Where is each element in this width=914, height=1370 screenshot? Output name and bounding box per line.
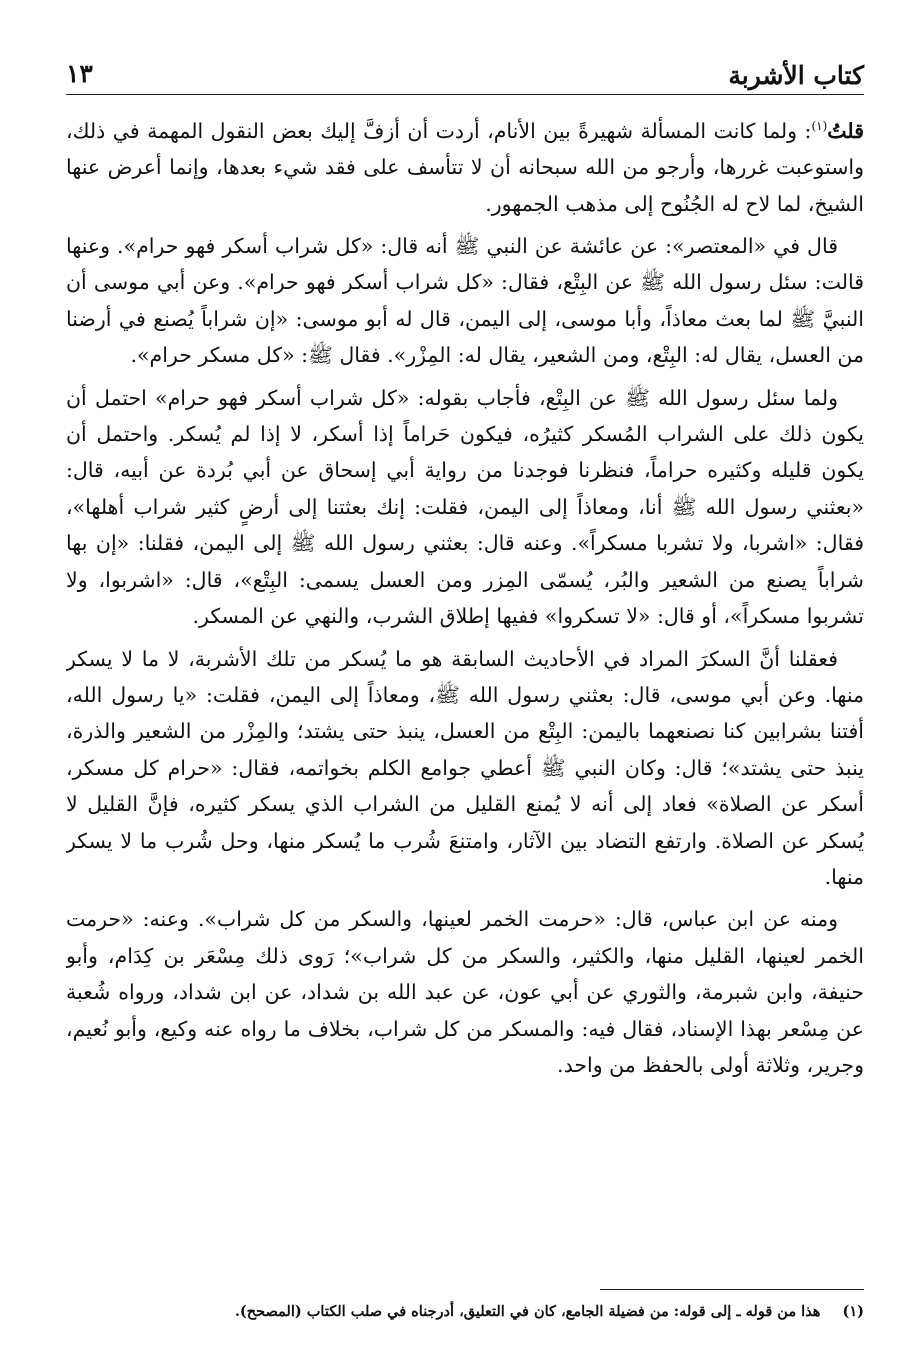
footnote-separator — [600, 1289, 864, 1290]
paragraph-5: ومنه عن ابن عباس، قال: «حرمت الخمر لعينها، والسكر من كل شراب». وعنه: «حرمت الخمر لعينها، القليل منها، والكثير، والسكر من كل شراب»؛ رَوى ذلك مِسْعَر بن كِدَام، وأبو حنيفة، وابن شبرمة، والثوري عن أبي عون، عن عبد الله بن شداد، عن ابن شداد، ورواه شُعبة عن مِسْعر بهذا الإسناد، فقال فيه: والمسكر من كل شراب، بخلاف ما رواه عنه وكيع، وأبو نُعيم، وجرير، وثلاثة أولى بالحفظ من واحد. — [66, 907, 864, 1077]
footnote-text: هذا من قوله ـ إلى قوله: من فضيلة الجامع، كان في التعليق، أدرجناه في صلب الكتاب (المصحح). — [234, 1303, 821, 1320]
main-text — [66, 108, 864, 1258]
footnote — [66, 1300, 864, 1324]
book-chapter-title: كتاب الأشربة — [728, 61, 864, 90]
paragraph-2: قال في «المعتصر»: عن عائشة عن النبي ﷺ أنه قال: «كل شراب أسكر فهو حرام». وعنها قالت: سئل رسول الله ﷺ عن البِتْع، فقال: «كل شراب أسكر فهو حرام». وعن أبي موسى أن النبيَّ ﷺ لما بعث معاذاً، وأبا موسى، إلى اليمن، قال له أبو موسى: «إن شراباً يُصنع في أرضنا من العسل، يقال له: البِتْع، ومن الشعير، يقال له: المِزْر». فقال ﷺ: «كل مسكر حرام». — [66, 234, 864, 368]
paragraph-1-text: : ولما كانت المسألة شهيرةً بين الأنام، أردت أن أزفَّ إليك بعض النقول المهمة في ذلك، واستوعبت غررها، وأرجو من الله سبحانه أن لا تتأسف على فقد شيء بعدها، وإنما أعرض عنها الشيخ، لما لاح له الجُنُوح إلى مذهب الجمهور. — [66, 118, 864, 216]
paragraph-1 — [66, 108, 864, 222]
footnote-number: (١) — [842, 1303, 864, 1320]
paragraph-3: ولما سئل رسول الله ﷺ عن البِتْع، فأجاب بقوله: «كل شراب أسكر فهو حرام» احتمل أن يكون ذلك على الشراب المُسكر كثيرُه، فيكون حَراماً إذا أسكر، لا إذا لم يُسكر. واحتمل أن يكون قليله وكثيره حراماً، فنظرنا فوجدنا من رواية أبي إسحاق عن أبي بُردة عن أبيه، قال: «بعثني رسول الله ﷺ أنا، ومعاذاً إلى اليمن، فقلت: إنك بعثتنا إلى أرضٍ كثير شراب أهلها»، فقال: «اشربا، ولا تشربا مسكراً». وعنه قال: بعثني رسول الله ﷺ إلى اليمن، فقلنا: «إن بها شراباً يصنع من الشعير والبُر، يُسمّى المِزر ومن العسل يسمى: البِتْع»، قال: «اشربوا، ولا تشربوا مسكراً»، أو قال: «لا تسكروا» ففيها إطلاق الشرب، والنهي عن المسكر. — [66, 385, 864, 629]
running-header — [66, 58, 864, 95]
paragraph-4: فعقلنا أنَّ السكرَ المراد في الأحاديث السابقة هو ما يُسكر من تلك الأشربة، لا ما لا يسكر منها. وعن أبي موسى، قال: بعثني رسول الله ﷺ، ومعاذاً إلى اليمن، فقلت: «يا رسول الله، أفتنا بشرابين كنا نصنعهما باليمن: البِتْع من العسل، ينبذ حتى يشتد؛ والمِزْر من الشعير والذرة، ينبذ حتى يشتد»؛ قال: وكان النبي ﷺ أعطي جوامع الكلم بخواتمه، فقال: «حرام كل مسكر، أسكر عن الصلاة» فعاد إلى أنه لا يُمنع القليل من الشراب الذي يسكر كثيره، فإنَّ القليل لا يُسكر عن الصلاة. وارتفع التضاد بين الآثار، وامتنعَ شُرب ما يُسكر منها، وحل شُرب ما لا يسكر منها. — [66, 646, 864, 889]
paragraph-lead-word: قلتُ — [827, 118, 864, 143]
page-number: ١٣ — [66, 59, 93, 88]
footnote-reference: (١) — [811, 119, 828, 133]
